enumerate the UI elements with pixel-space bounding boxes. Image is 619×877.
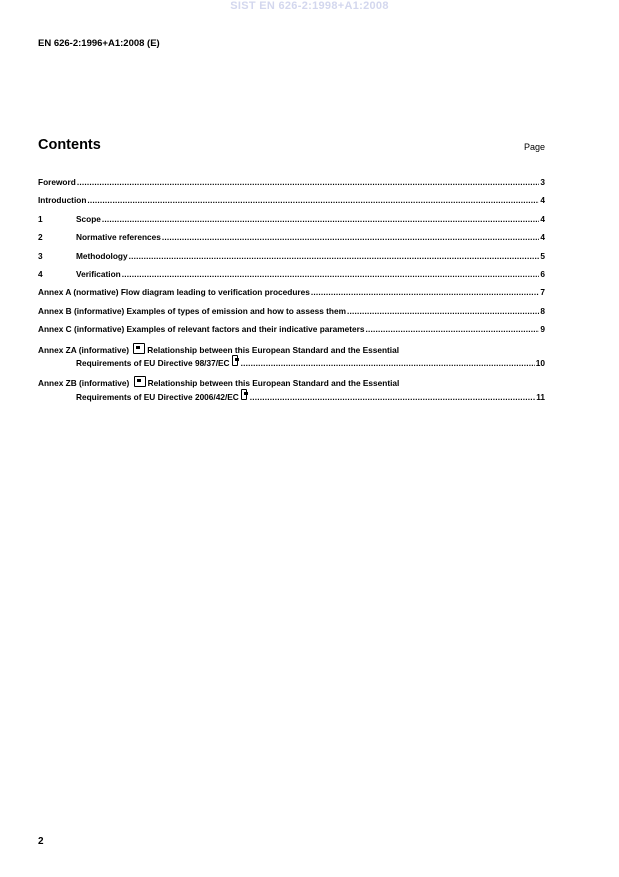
toc-entry-scope[interactable] (38, 214, 545, 232)
toc-entry-annex-a[interactable] (38, 287, 545, 305)
toc-entry-title: Methodology (76, 250, 128, 261)
toc-entry-page: 7 (540, 287, 545, 298)
toc-entry-annex-b[interactable] (38, 306, 545, 324)
toc-entry-verification[interactable] (38, 269, 545, 287)
toc-entry-title: Annex C (informative) Examples of relevant factors and their indicative parameters (38, 324, 365, 335)
toc-entry-page: 8 (540, 305, 545, 316)
toc-entry-title-line2: Requirements of EU Directive 2006/42/EC (76, 391, 239, 402)
toc-entry-annex-za[interactable] (38, 343, 545, 369)
toc-entry-introduction[interactable] (38, 195, 545, 213)
toc-leader-dots (311, 287, 540, 298)
toc-leader-dots (241, 358, 535, 369)
toc-leader-dots (347, 306, 539, 317)
contents-heading: Contents (38, 137, 101, 153)
toc-entry-page: 5 (540, 250, 545, 261)
toc-entry-title-line1: Relationship between this European Standard and the Essential (147, 344, 399, 355)
toc-entry-page: 4 (540, 213, 545, 224)
toc-entry-page: 4 (540, 195, 545, 206)
toc-leader-dots (365, 324, 539, 335)
toc-leader-dots (162, 232, 540, 243)
toc-entry-annex-c[interactable] (38, 324, 545, 342)
toc-leader-dots (250, 392, 535, 403)
toc-entry-title: Annex B (informative) Examples of types of emission and how to assess them (38, 305, 346, 316)
amendment-end-marker-icon (241, 389, 247, 400)
toc-entry-page: 10 (535, 358, 545, 369)
toc-entry-methodology[interactable] (38, 251, 545, 269)
toc-entry-annex-zb[interactable] (38, 376, 545, 402)
toc-entry-page: 3 (540, 177, 545, 187)
toc-entry-title: Normative references (76, 232, 161, 243)
toc-entry-number: 4 (38, 268, 43, 279)
toc-entry-prefix: Annex ZA (informative) (38, 344, 129, 355)
toc-entry-title: Introduction (38, 195, 87, 206)
amendment-end-marker-icon (232, 355, 238, 366)
toc-entry-title: Foreword (38, 177, 76, 187)
toc-leader-dots (77, 177, 540, 188)
toc-leader-dots (122, 269, 540, 280)
toc-entry-prefix: Annex ZB (informative) (38, 378, 130, 389)
document-id: EN 626-2:1996+A1:2008 (E) (38, 38, 160, 49)
toc-leader-dots (129, 251, 540, 262)
toc-entry-title-line1: Relationship between this European Standard and the Essential (147, 378, 400, 389)
watermark: SIST EN 626-2:1998+A1:2008 (230, 0, 389, 12)
toc-entry-page: 4 (540, 232, 545, 243)
toc-entry-normative-references[interactable] (38, 232, 545, 250)
toc-leader-dots (102, 214, 539, 225)
toc-entry-title: Scope (76, 213, 101, 224)
toc-entry-number: 3 (38, 250, 43, 261)
amendment-start-marker-icon (133, 343, 145, 354)
toc-entry-foreword[interactable] (38, 177, 545, 195)
toc-entry-title: Annex A (normative) Flow diagram leading to verification procedures (38, 287, 310, 298)
toc-leader-dots (87, 195, 539, 206)
toc-entry-number: 2 (38, 232, 43, 243)
toc-entry-page: 6 (540, 268, 545, 279)
toc-entry-page: 9 (540, 324, 545, 335)
toc-entry-page: 11 (536, 391, 545, 402)
toc-entry-number: 1 (38, 213, 43, 224)
table-of-contents (38, 177, 545, 410)
toc-entry-title: Verification (76, 268, 121, 279)
amendment-start-marker-icon (134, 376, 146, 387)
toc-entry-title-line2: Requirements of EU Directive 98/37/EC (76, 358, 230, 369)
page-column-label: Page (523, 142, 545, 152)
page-number: 2 (38, 836, 44, 847)
